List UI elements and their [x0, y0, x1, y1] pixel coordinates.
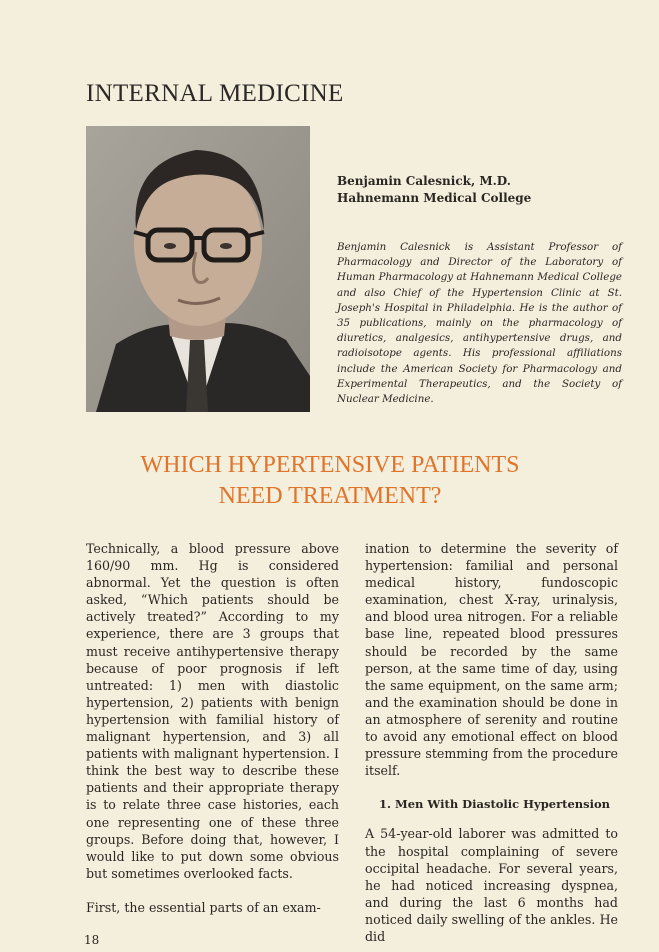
author-institution: Hahnemann Medical College — [337, 191, 532, 205]
headline-line-1: WHICH HYPERTENSIVE PATIENTS — [140, 452, 520, 478]
article-headline — [60, 450, 600, 512]
left-column — [86, 540, 339, 916]
section-title: INTERNAL MEDICINE — [86, 80, 344, 107]
case-subheading: 1. Men With Diastolic Hypertension — [379, 797, 610, 812]
author-name: Benjamin Calesnick, M.D. — [337, 174, 511, 188]
headline-line-2: NEED TREATMENT? — [218, 483, 442, 509]
author-bio: Benjamin Calesnick is Assistant Professor of Pharmacology and Director of the Laboratory of Human Pharmacology at Hahnemann Medical College and also Chief of the Hypertension Clinic at St. Joseph's Hospital in Philadelphia. He is the author of 35 publications, mainly on the pharmacology of diuretics, analgesics, antihypertensive drugs, and radioisotope agents. His professional affiliations include the American Society for Pharmacology and Experimental Therapeutics, and the Society of Nuclear Medicine. — [337, 241, 622, 406]
body-paragraph: Technically, a blood pressure above 160/90 mm. Hg is considered abnormal. Yet the question is often asked, “Which patients should be actively treated?” According to my experience, there are 3 groups that must receive antihypertensive therapy because of poor prognosis if left untreated: 1) men with diastolic hypertension, 2) patients with benign hypertension with familial history of malignant hypertension, and 3) all patients with malignant hypertension. I think the best way to describe these patients and their appropriate therapy is to relate three case histories, each one representing one of these three groups. Before doing that, however, I would like to put down some obvious but sometimes overlooked facts. — [86, 541, 339, 881]
body-paragraph: ination to determine the severity of hypertension: familial and personal medical history, fundoscopic examination, chest X-ray, urinalysis, and blood urea nitrogen. For a reliable base line, repeated blood pressures should be recorded by the same person, at the same time of day, using the same equipment, on the same arm; and the examination should be done in an atmosphere of serenity and routine to avoid any emotional effect on blood pressure stemming from the procedure itself. — [365, 541, 618, 779]
page-number: 18 — [84, 933, 100, 947]
right-column — [365, 540, 618, 945]
body-paragraph: First, the essential parts of an exam- — [86, 899, 321, 915]
body-paragraph: A 54-year-old laborer was admitted to the hospital complaining of severe occipital headache. For several years, he had noticed increasing dyspnea, and during the last 6 months had noticed daily swelling of the ankles. He did — [365, 826, 618, 944]
author-portrait — [86, 126, 310, 412]
